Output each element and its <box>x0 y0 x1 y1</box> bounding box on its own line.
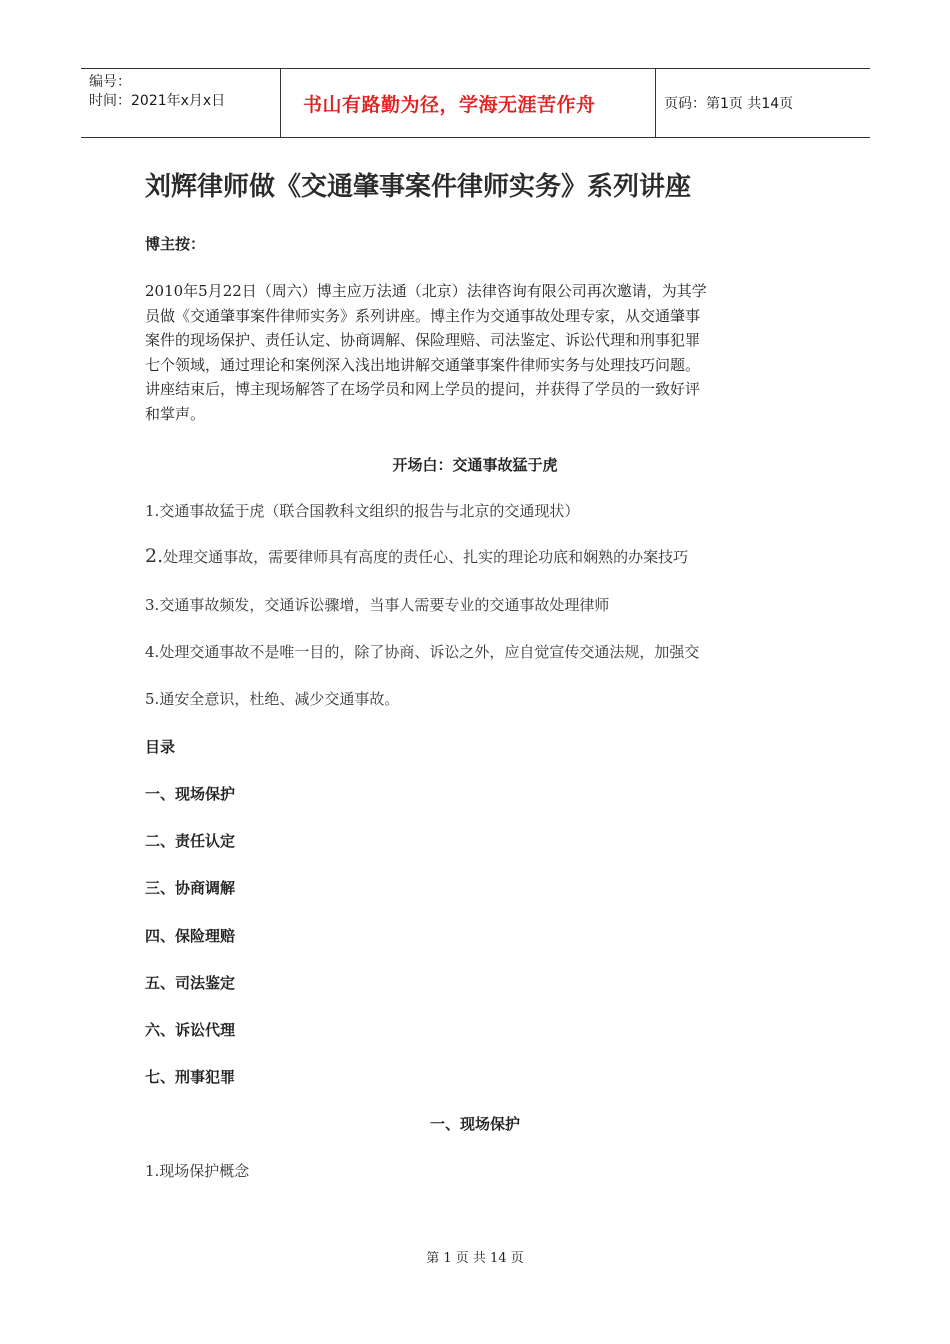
blog-note-label: 博主按： <box>145 235 206 253</box>
intro-line: 2010年5月22日（周六）博主应万法通（北京）法律咨询有限公司再次邀请，为其学 <box>145 282 707 300</box>
page-header <box>81 68 870 138</box>
section-item: 1.现场保护概念 <box>145 1162 250 1180</box>
intro-paragraph <box>145 279 805 426</box>
opening-item <box>145 500 579 521</box>
section-heading: 一、现场保护 <box>429 1115 520 1133</box>
intro-line: 讲座结束后，博主现场解答了在场学员和网上学员的提问，并获得了学员的一致好评 <box>145 380 701 398</box>
item-number: 5. <box>145 690 160 708</box>
item-text: 交通事故频发，交通诉讼骤增，当事人需要专业的交通事故处理律师 <box>159 596 610 614</box>
toc-item: 四、保险理赔 <box>145 927 236 945</box>
toc-item: 七、刑事犯罪 <box>145 1068 236 1086</box>
header-page-cell <box>656 69 870 137</box>
opening-item <box>145 545 688 567</box>
toc-item: 六、诉讼代理 <box>145 1021 236 1039</box>
intro-line: 案件的现场保护、责任认定、协商调解、保险理赔、司法鉴定、诉讼代理和刑事犯罪 <box>145 331 701 349</box>
item-text: 通安全意识，杜绝、减少交通事故。 <box>159 690 400 708</box>
item-number: 3. <box>145 596 160 614</box>
item-text: 处理交通事故，需要律师具有高度的责任心、扎实的理论功底和娴熟的办案技巧 <box>163 548 689 566</box>
opening-heading: 开场白：交通事故猛于虎 <box>392 456 558 474</box>
toc-label: 目录 <box>145 738 176 756</box>
item-number: 4. <box>145 643 160 661</box>
serial-label: 编号： <box>89 74 131 90</box>
opening-item <box>145 688 399 709</box>
toc-item: 一、现场保护 <box>145 785 236 803</box>
intro-line: 和掌声。 <box>145 404 206 423</box>
header-meta <box>81 69 281 137</box>
toc-item: 三、协商调解 <box>145 879 236 897</box>
toc-item: 二、责任认定 <box>145 832 236 850</box>
item-number: 2. <box>145 545 164 567</box>
item-text: 处理交通事故不是唯一目的，除了协商、诉讼之外，应自觉宣传交通法规，加强交 <box>159 643 700 661</box>
item-number: 1. <box>145 502 160 520</box>
header-motto-cell <box>281 69 656 137</box>
item-text: 交通事故猛于虎（联合国教科文组织的报告与北京的交通现状） <box>159 502 580 520</box>
opening-item <box>145 594 609 615</box>
document-title: 刘辉律师做《交通肇事案件律师实务》系列讲座 <box>145 172 692 202</box>
date-label: 时间：2021年x月x日 <box>89 93 226 109</box>
opening-item <box>145 641 699 662</box>
intro-line: 七个领域，通过理论和案例深入浅出地讲解交通肇事案件律师实务与处理技巧问题。 <box>145 355 701 374</box>
intro-line: 员做《交通肇事案件律师实务》系列讲座。博主作为交通事故处理专家，从交通肇事 <box>145 306 701 325</box>
toc-item: 五、司法鉴定 <box>145 974 236 992</box>
page-info: 页码：第1页 共14页 <box>664 96 794 112</box>
motto: 书山有路勤为径，学海无涯苦作舟 <box>303 93 596 116</box>
page-footer: 第 1 页 共 14 页 <box>426 1251 524 1266</box>
